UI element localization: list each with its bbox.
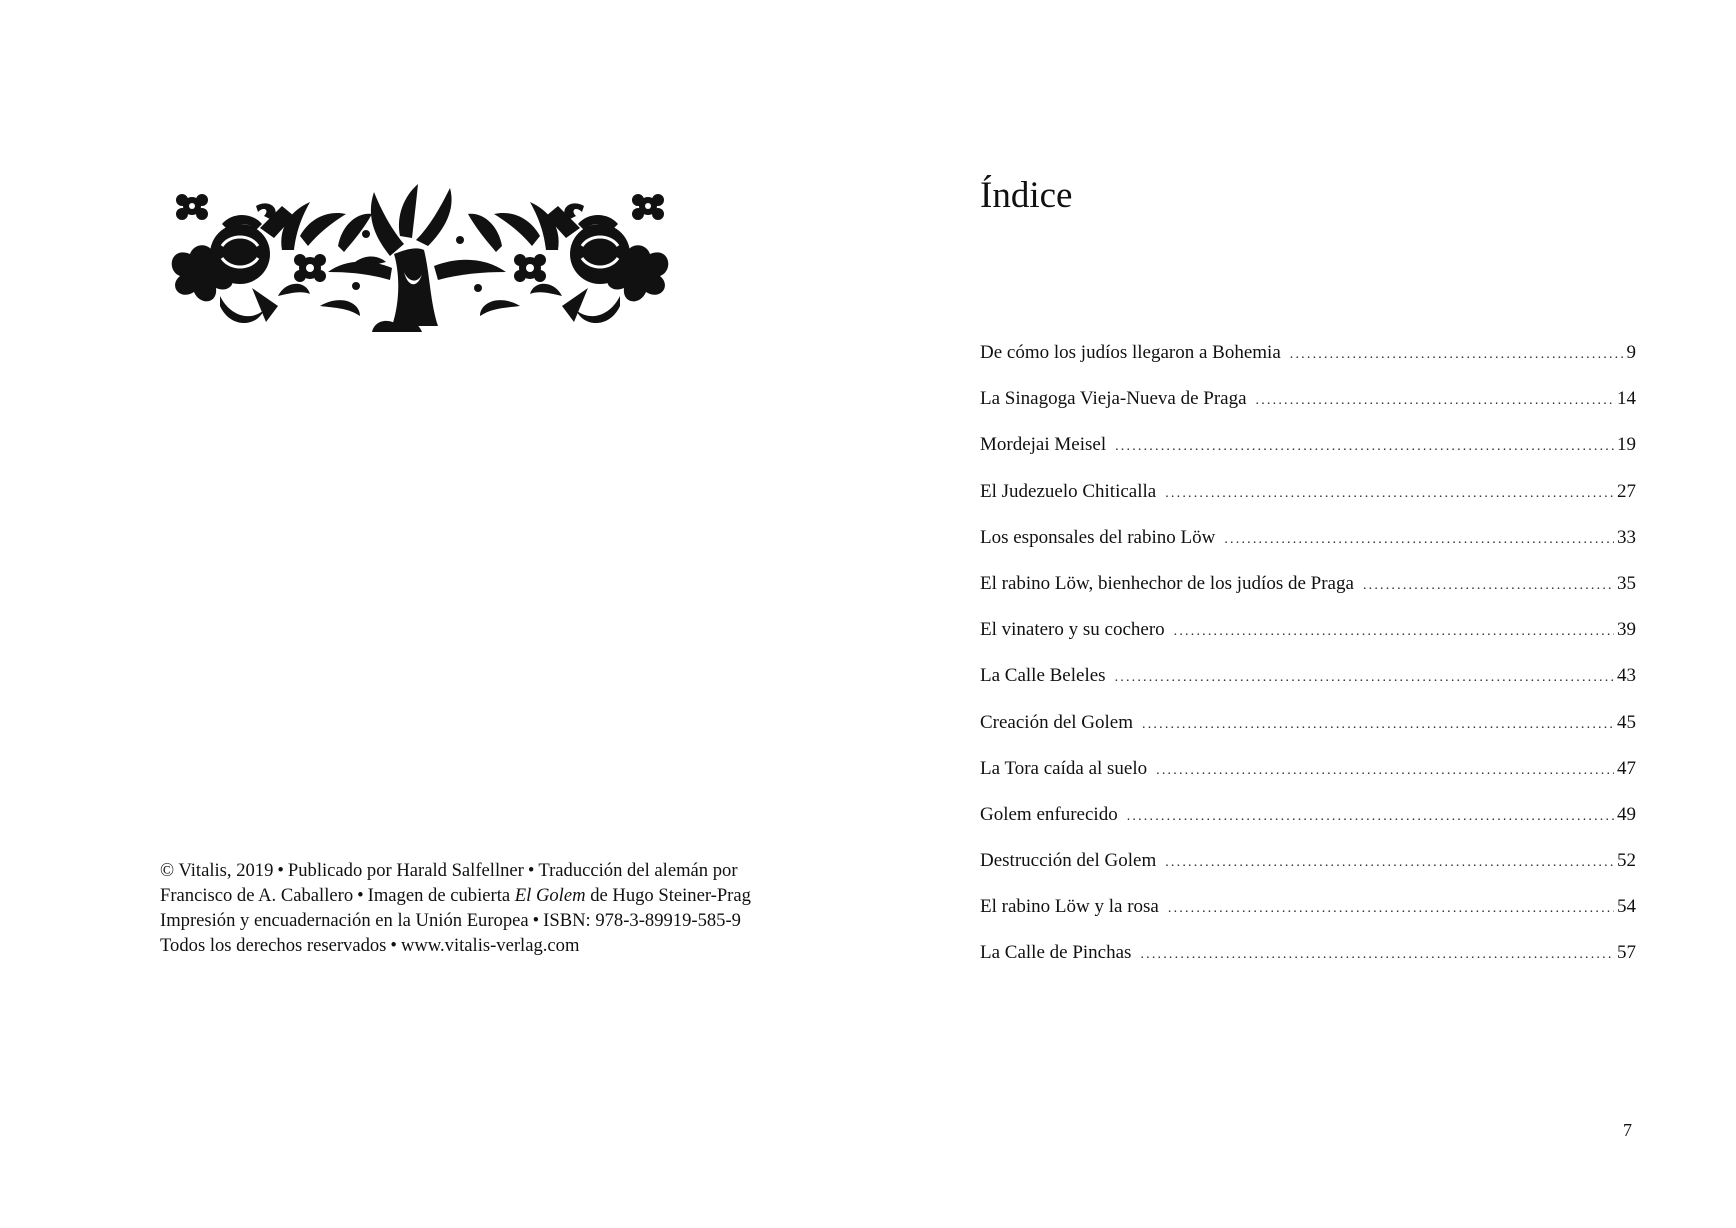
dot-leader: [1224, 525, 1614, 555]
page-number: 7: [1623, 1120, 1632, 1140]
toc-entry-title: Los esponsales del rabino Löw: [980, 526, 1216, 548]
toc-entry[interactable]: [980, 477, 1636, 523]
toc-entry[interactable]: [980, 892, 1636, 938]
toc-entry-page: 52: [1617, 850, 1636, 872]
dot-leader: [1165, 848, 1614, 878]
toc-entry[interactable]: [980, 846, 1636, 892]
cover-title-text: El Golem: [514, 885, 586, 906]
toc-entry-page: 49: [1617, 803, 1636, 825]
toc-entry[interactable]: [980, 569, 1636, 615]
dot-leader: [1290, 340, 1624, 370]
toc-entry[interactable]: [980, 430, 1636, 476]
dot-leader: [1165, 479, 1614, 509]
dot-leader: [1174, 617, 1614, 647]
dot-leader: [1256, 386, 1614, 416]
dot-leader: [1127, 802, 1614, 832]
toc-entry-title: El vinatero y su cochero: [980, 619, 1165, 641]
dot-leader: [1115, 432, 1614, 462]
toc-entry-page: 35: [1617, 572, 1636, 594]
toc-entry[interactable]: [980, 938, 1636, 984]
toc-entry-title: El Judezuelo Chiticalla: [980, 480, 1157, 502]
toc-entry-title: De cómo los judíos llegaron a Bohemia: [980, 342, 1281, 363]
translator-text: Francisco de A. Caballero: [160, 885, 354, 906]
colophon-line-4: [160, 933, 772, 958]
translation-text: Traducción del alemán por: [538, 860, 738, 881]
colophon: [160, 858, 772, 958]
publisher-text: Publicado por Harald Salfellner: [287, 860, 524, 881]
toc-entry-page: 54: [1617, 896, 1636, 918]
toc-entry-page: 43: [1617, 665, 1636, 687]
toc-entry-page: 9: [1626, 342, 1636, 363]
dot-leader: [1363, 571, 1614, 601]
toc-entry-page: 47: [1617, 757, 1636, 779]
copyright-text: © Vitalis, 2019: [160, 860, 274, 881]
separator: •: [357, 885, 364, 906]
toc-entry-title: Golem enfurecido: [980, 803, 1118, 825]
separator: •: [532, 910, 540, 931]
right-page: [868, 0, 1736, 1228]
website-text: www.vitalis-verlag.com: [400, 935, 580, 956]
separator: •: [390, 935, 397, 956]
toc-entry-page: 19: [1617, 434, 1636, 456]
table-of-contents: [980, 338, 1636, 985]
toc-entry-page: 27: [1617, 480, 1636, 502]
colophon-line-1: [160, 858, 772, 883]
toc-entry-title: Creación del Golem: [980, 711, 1134, 733]
toc-entry[interactable]: [980, 754, 1636, 800]
toc-entry-title: La Tora caída al suelo: [980, 757, 1148, 779]
separator: •: [277, 860, 284, 881]
toc-entry-title: La Calle de Pinchas: [980, 942, 1132, 964]
toc-entry-title: El rabino Löw y la rosa: [980, 896, 1159, 918]
dot-leader: [1115, 663, 1614, 693]
toc-entry[interactable]: [980, 384, 1636, 430]
toc-entry-title: La Calle Beleles: [980, 665, 1106, 687]
floral-ornament-icon: [160, 176, 680, 336]
toc-entry-page: 45: [1617, 711, 1636, 733]
toc-entry-title: La Sinagoga Vieja-Nueva de Praga: [980, 388, 1247, 410]
toc-entry-title: El rabino Löw, bienhechor de los judíos de Praga: [980, 572, 1354, 594]
dot-leader: [1142, 710, 1614, 740]
toc-entry[interactable]: [980, 800, 1636, 846]
cover-image-text: Imagen de cubierta: [367, 885, 511, 906]
toc-entry-page: 33: [1617, 526, 1636, 548]
rights-text: Todos los derechos reservados: [160, 935, 387, 956]
toc-entry[interactable]: [980, 338, 1636, 384]
dot-leader: [1156, 756, 1614, 786]
dot-leader: [1168, 894, 1614, 924]
dot-leader: [1140, 940, 1614, 970]
colophon-line-2: [160, 883, 772, 908]
toc-entry[interactable]: [980, 523, 1636, 569]
separator: •: [527, 860, 535, 881]
toc-entry-title: Mordejai Meisel: [980, 434, 1107, 456]
isbn-text: ISBN: 978-3-89919-585-9: [543, 910, 741, 931]
cover-artist-text: de Hugo Steiner-Prag: [590, 885, 751, 906]
colophon-line-3: [160, 908, 772, 933]
toc-title: Índice: [980, 175, 1073, 216]
toc-entry-page: 57: [1617, 942, 1636, 964]
toc-entry-page: 39: [1617, 619, 1636, 641]
toc-entry[interactable]: [980, 708, 1636, 754]
toc-entry-title: Destrucción del Golem: [980, 850, 1157, 872]
toc-entry[interactable]: [980, 615, 1636, 661]
toc-entry-page: 14: [1617, 388, 1636, 410]
printing-text: Impresión y encuadernación en la Unión Europea: [160, 910, 529, 931]
toc-entry[interactable]: [980, 661, 1636, 707]
